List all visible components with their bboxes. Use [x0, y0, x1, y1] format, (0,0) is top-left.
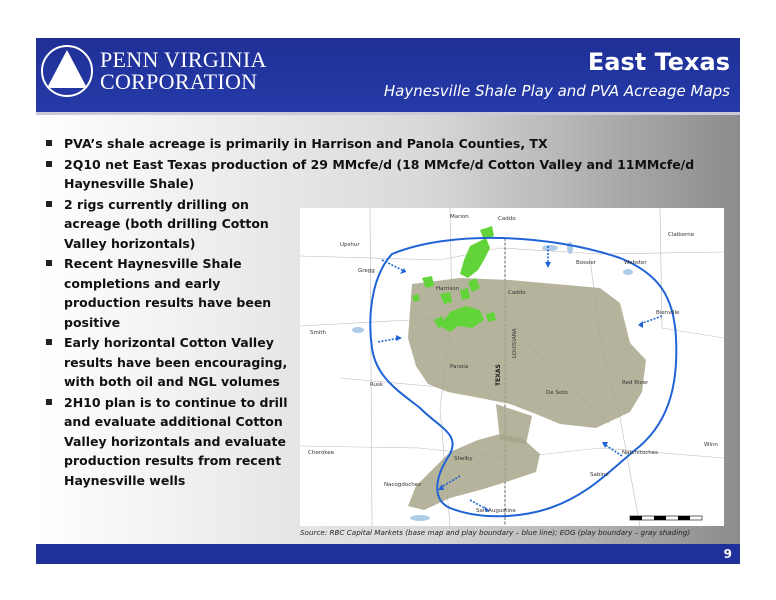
- map-source-note: Source: RBC Capital Markets (base map and play boundary – blue line); EOG (play boundary – gray shading): [300, 528, 691, 537]
- logo-line-2: CORPORATION: [100, 69, 258, 94]
- map-label-cherokee: Cherokee: [308, 450, 334, 456]
- map-label-smith: Smith: [310, 330, 327, 336]
- map-label-louisiana: LOUISIANA: [512, 328, 518, 358]
- penn-virginia-logo-icon: [40, 44, 94, 98]
- bullet-item: 2 rigs currently drilling on acreage (both drilling Cotton Valley horizontals): [44, 195, 296, 254]
- map-scale-bar: [630, 516, 702, 520]
- map-label-natchitoches: Natchitoches: [622, 450, 658, 456]
- bullet-item: Recent Haynesville Shale completions and early production results have been positive: [44, 254, 296, 332]
- map-canvas: [300, 208, 724, 526]
- logo-wordmark: [100, 49, 267, 93]
- bullet-item: 2H10 plan is to continue to drill and evaluate additional Cotton Valley horizontals and evaluate production results from recent Haynesville wells: [44, 393, 296, 491]
- map-label-san-augustine: San Augustine: [476, 508, 516, 514]
- map-label-gregg: Gregg: [358, 268, 375, 274]
- bullet-item: PVA’s shale acreage is primarily in Harrison and Panola Counties, TX: [44, 134, 704, 154]
- map-label-rusk: Rusk: [370, 382, 384, 388]
- map-label-bossier: Bossier: [576, 260, 597, 266]
- bullet-item: Early horizontal Cotton Valley results have been encouraging, with both oil and NGL volumes: [44, 333, 296, 392]
- map-label-marion: Marion: [450, 214, 469, 220]
- map-label-shelby: Shelby: [454, 456, 473, 462]
- map-label-webster: Webster: [624, 260, 647, 266]
- map-label-harrison: Harrison: [436, 286, 460, 292]
- map-label-claiborne: Claiborne: [668, 232, 695, 238]
- map-label-texas: TEXAS: [495, 364, 502, 386]
- map-label-panola: Panola: [450, 364, 469, 370]
- map-label-upshur: Upshur: [340, 242, 360, 248]
- map-label-bienville: Bienville: [656, 310, 680, 316]
- map-label-red-river: Red River: [622, 380, 649, 386]
- map-label-desoto: De Soto: [546, 390, 568, 396]
- map-label-caddo-north: Caddo: [498, 216, 516, 222]
- header-banner: [36, 38, 740, 112]
- map-label-sabine: Sabine: [590, 472, 609, 478]
- logo-line-1: PENN VIRGINIA: [100, 47, 267, 72]
- footer-bar: [36, 544, 740, 564]
- page-title: East Texas: [587, 48, 730, 76]
- page-subtitle: Haynesville Shale Play and PVA Acreage Maps: [383, 82, 730, 100]
- map-label-caddo: Caddo: [508, 290, 526, 296]
- bullet-item: 2Q10 net East Texas production of 29 MMcfe/d (18 MMcfe/d Cotton Valley and 11MMcfe/d Haynesville Shale): [44, 155, 704, 194]
- haynesville-acreage-map: [300, 208, 724, 526]
- map-label-nacogdoches: Nacogdoches: [384, 482, 421, 488]
- map-label-winn: Winn: [704, 442, 718, 448]
- page-number: 9: [723, 547, 732, 561]
